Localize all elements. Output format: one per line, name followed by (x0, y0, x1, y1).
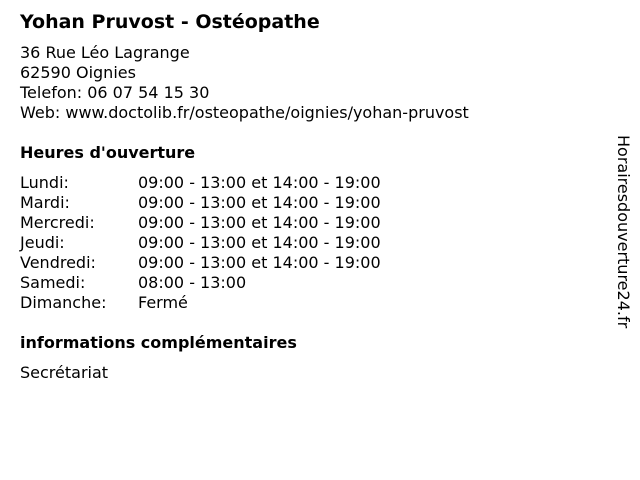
site-watermark: Horairesdouverture24.fr (614, 135, 633, 329)
hours-time: 08:00 - 13:00 (138, 273, 247, 292)
hours-time: 09:00 - 13:00 et 14:00 - 19:00 (138, 233, 381, 252)
hours-time: 09:00 - 13:00 et 14:00 - 19:00 (138, 213, 381, 232)
business-title: Yohan Pruvost - Ostéopathe (20, 11, 320, 33)
hours-row-monday (20, 173, 580, 193)
phone-number: Telefon: 06 07 54 15 30 (20, 83, 210, 102)
website-url: Web: www.doctolib.fr/osteopathe/oignies/yohan-pruvost (20, 103, 469, 122)
hours-time: 09:00 - 13:00 et 14:00 - 19:00 (138, 253, 381, 272)
hours-row-thursday (20, 233, 580, 253)
hours-day: Dimanche: (20, 293, 107, 312)
hours-row-sunday (20, 293, 580, 313)
hours-day: Samedi: (20, 273, 86, 292)
business-card (20, 10, 580, 383)
hours-day: Mardi: (20, 193, 70, 212)
additional-info-text: Secrétariat (20, 363, 109, 382)
street-address: 36 Rue Léo Lagrange (20, 43, 190, 62)
hours-time: 09:00 - 13:00 et 14:00 - 19:00 (138, 193, 381, 212)
hours-day: Jeudi: (20, 233, 65, 252)
postal-city: 62590 Oignies (20, 63, 136, 82)
hours-row-tuesday (20, 193, 580, 213)
address-block (20, 43, 580, 123)
hours-row-wednesday (20, 213, 580, 233)
hours-day: Vendredi: (20, 253, 96, 272)
additional-info-heading: informations complémentaires (20, 333, 297, 352)
opening-hours-heading: Heures d'ouverture (20, 143, 196, 162)
hours-row-friday (20, 253, 580, 273)
hours-time: 09:00 - 13:00 et 14:00 - 19:00 (138, 173, 381, 192)
hours-time: Fermé (138, 293, 188, 312)
opening-hours-table (20, 173, 580, 313)
hours-row-saturday (20, 273, 580, 293)
hours-day: Mercredi: (20, 213, 95, 232)
hours-day: Lundi: (20, 173, 69, 192)
